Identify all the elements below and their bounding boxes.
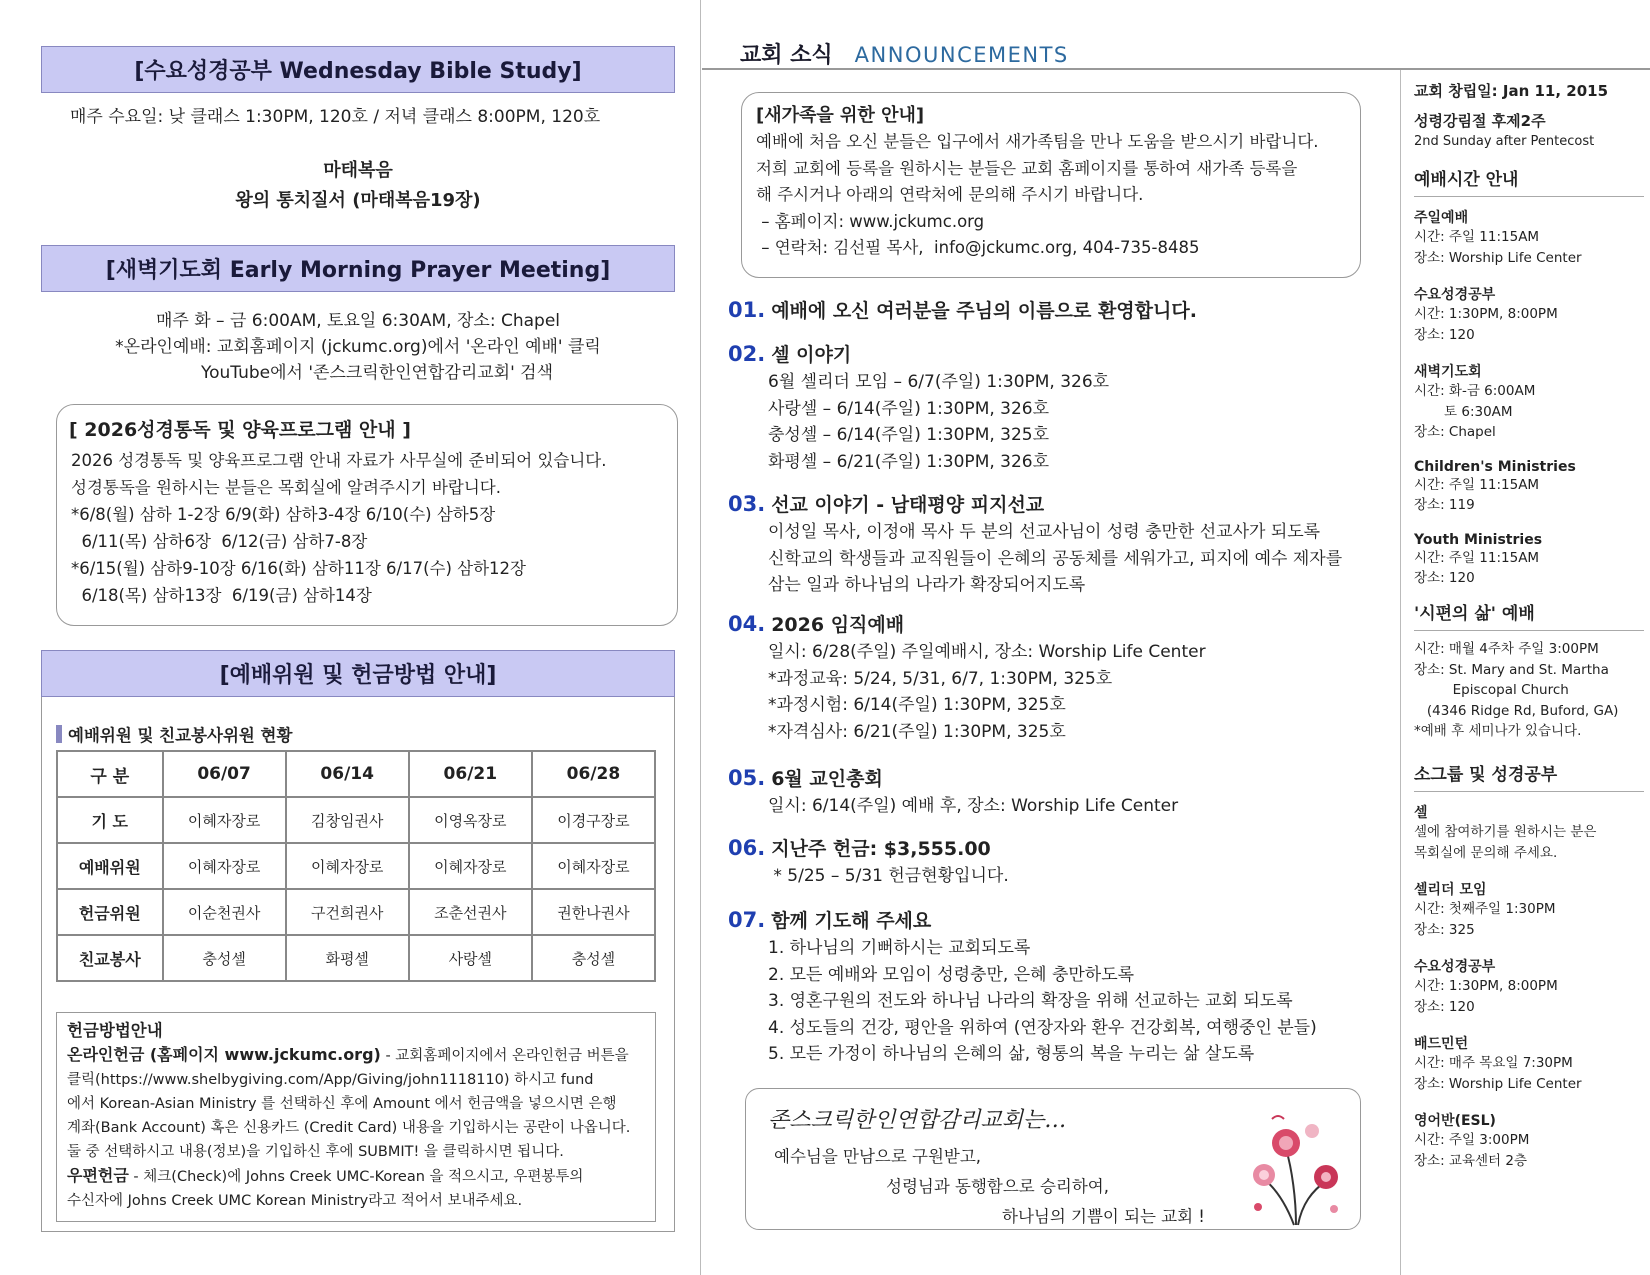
- founded-date: 교회 창립일: Jan 11, 2015: [1414, 82, 1609, 100]
- sidebar-item-title: 새벽기도회: [1414, 364, 1482, 380]
- table-cell: 이혜자장로: [286, 843, 409, 889]
- program-line: 성경통독을 원하시는 분들은 목회실에 알려주시기 바랍니다.: [71, 478, 501, 497]
- sidebar-item-title: Children's Ministries: [1414, 458, 1576, 475]
- announcements-header: [740, 38, 1069, 69]
- announcement-line: *자격심사: 6/21(주일) 1:30PM, 325호: [768, 721, 1066, 742]
- section-rule: [1414, 791, 1644, 793]
- header-english: ANNOUNCEMENTS: [854, 43, 1069, 67]
- announcement-number: 06.: [728, 836, 766, 860]
- offering-text: 계좌(Bank Account) 혹은 신용카드 (Credit Card) 내용을 기입하시는 공란이 나옵니다.: [67, 1120, 631, 1136]
- offering-text: 에서 Korean-Asian Ministry 를 선택하신 후에 Amount 에서 헌금액을 넣으시면 은행: [67, 1096, 617, 1112]
- table-cell: 이순천권사: [163, 889, 286, 935]
- table-cell: 권한나권사: [532, 889, 655, 935]
- table-cell: 구건희권사: [286, 889, 409, 935]
- table-cell: 이영옥장로: [409, 797, 532, 843]
- table-row: [57, 935, 655, 981]
- announcement-line: 사랑셀 – 6/14(주일) 1:30PM, 326호: [768, 398, 1050, 419]
- table-cell: 이경구장로: [532, 797, 655, 843]
- prayer-line: *온라인예배: 교회홈페이지 (jckumc.org)에서 '온라인 예배' 클릭: [115, 337, 601, 357]
- psalm-details: [1414, 639, 1644, 742]
- table-header: 구 분: [57, 751, 163, 797]
- psalm-line: *예배 후 세미나가 있습니다.: [1414, 723, 1582, 739]
- table-cell: 이혜자장로: [532, 843, 655, 889]
- offering-title: 헌금방법안내: [67, 1021, 163, 1040]
- sidebar-item-line: 셀에 참여하기를 원하시는 분은: [1414, 824, 1597, 840]
- sidebar-item: [1414, 879, 1644, 940]
- announcement-title: 셀 이야기: [771, 344, 852, 366]
- sidebar-item-line: 시간: 화-금 6:00AM: [1414, 383, 1536, 399]
- announcement-line: 일시: 6/28(주일) 주일예배시, 장소: Worship Life Center: [768, 642, 1206, 662]
- sidebar-item-title: 셀리더 모임: [1414, 882, 1487, 898]
- table-cell: 충성셀: [163, 935, 286, 981]
- announcement-title: 6월 교인총회: [771, 768, 883, 790]
- offering-box: [56, 1012, 656, 1222]
- prayer-line: YouTube에서 '존스크릭한인연합감리교회' 검색: [200, 363, 554, 383]
- announcement-01: [728, 296, 1368, 323]
- table-cell: 이혜자장로: [163, 797, 286, 843]
- program-line: 6/11(목) 삼하6장 6/12(금) 삼하7-8장: [71, 532, 368, 551]
- sidebar-item-line: 장소: 119: [1414, 497, 1475, 513]
- sidebar-item-line: 장소: 120: [1414, 998, 1475, 1015]
- announcement-number: 05.: [728, 766, 766, 790]
- sidebar-item-line: 장소: Worship Life Center: [1414, 249, 1582, 266]
- newcomer-line: 해 주시거나 아래의 연락처에 문의해 주시기 바랍니다.: [756, 185, 1144, 204]
- offering-mail-row: [67, 1164, 645, 1189]
- sidebar-item-line: 목회실에 문의해 주세요.: [1414, 844, 1558, 861]
- sidebar-item: [1414, 1033, 1644, 1094]
- motto-line: 성령님과 동행함으로 승리하여,: [886, 1177, 1109, 1196]
- mail-offering-label: 우편헌금: [67, 1166, 129, 1185]
- sidebar-item-line: 시간: 매주 목요일 7:30PM: [1414, 1055, 1573, 1071]
- announcement-02: [728, 340, 1368, 475]
- row-label: 친교봉사: [57, 935, 163, 981]
- table-header: 06/14: [286, 751, 409, 797]
- flower-illustration-icon: [1246, 1109, 1346, 1227]
- announcement-number: 02.: [728, 342, 766, 366]
- announcement-line: *과정시험: 6/14(주일) 1:30PM, 325호: [768, 695, 1066, 715]
- announcement-line: 삼는 일과 하나님의 나라가 확장되어지도록: [768, 575, 1086, 595]
- column-divider: [700, 0, 701, 1275]
- offering-text: 둘 중 선택하시고 내용(정보)을 기입하신 후에 SUBMIT! 을 클릭하시면 됩니다.: [67, 1144, 564, 1160]
- table-header: 06/07: [163, 751, 286, 797]
- sidebar-item: [1414, 802, 1644, 863]
- left-column: [0, 0, 700, 1275]
- newcomer-box: [741, 92, 1361, 278]
- sidebar-item: [1414, 532, 1644, 589]
- newcomer-line: 예배에 처음 오신 분들은 입구에서 새가족팀을 만나 도움을 받으시기 바랍니다.: [756, 132, 1319, 151]
- sidebar-item-line: 시간: 주일 11:15AM: [1414, 229, 1540, 245]
- announcement-03: [728, 490, 1368, 599]
- announcement-line: 4. 성도들의 건강, 평안을 위하여 (연장자와 환우 건강회복, 여행중인 분들): [768, 1017, 1317, 1038]
- announcement-title: 선교 이야기 - 남태평양 피지선교: [771, 494, 1045, 516]
- sidebar-item-line: 시간: 1:30PM, 8:00PM: [1414, 306, 1558, 322]
- announcement-05: [728, 764, 1368, 820]
- table-row: [57, 797, 655, 843]
- program-line: 2026 성경통독 및 양육프로그램 안내 자료가 사무실에 준비되어 있습니다.: [71, 451, 607, 470]
- table-header-row: [57, 751, 655, 797]
- announcement-number: 01.: [728, 298, 766, 322]
- announcement-line: *과정교육: 5/24, 5/31, 6/7, 1:30PM, 325호: [768, 668, 1113, 689]
- psalm-heading: '시편의 삶' 예배: [1414, 603, 1535, 624]
- announcement-line: 이성일 목사, 이정애 목사 두 분의 선교사님이 성령 충만한 선교사가 되도록: [768, 522, 1321, 542]
- row-label: 예배위원: [57, 843, 163, 889]
- table-cell: 조춘선권사: [409, 889, 532, 935]
- psalm-line: Episcopal Church: [1414, 682, 1569, 698]
- sidebar-item-line: 시간: 주일 3:00PM: [1414, 1132, 1530, 1148]
- sidebar-item-line: 장소: Chapel: [1414, 424, 1496, 440]
- sidebar-item-line: 시간: 첫째주일 1:30PM: [1414, 901, 1556, 917]
- program-line: *6/15(월) 삼하9-10장 6/16(화) 삼하11장 6/17(수) 삼하12장: [71, 559, 526, 578]
- wednesday-book: 마태복음: [323, 160, 393, 181]
- sidebar-item: [1414, 284, 1644, 345]
- sidebar-item-title: 셀: [1414, 805, 1428, 821]
- psalm-line: (4346 Ridge Rd, Buford, GA): [1414, 702, 1619, 719]
- table-cell: 이혜자장로: [163, 843, 286, 889]
- newcomer-title: [새가족을 위한 안내]: [756, 105, 925, 126]
- sidebar-item-title: 주일예배: [1414, 210, 1469, 226]
- announcement-title: 지난주 헌금: $3,555.00: [771, 838, 991, 860]
- motto-line: 하나님의 기쁨이 되는 교회 !: [1002, 1207, 1205, 1226]
- row-label: 헌금위원: [57, 889, 163, 935]
- table-row: [57, 843, 655, 889]
- sidebar-divider: [1400, 70, 1401, 1275]
- row-label: 기 도: [57, 797, 163, 843]
- announcement-line: 6월 셀리더 모임 – 6/7(주일) 1:30PM, 326호: [768, 372, 1110, 392]
- sidebar-item-line: 장소: 120: [1414, 570, 1475, 586]
- psalm-line: 장소: St. Mary and St. Martha: [1414, 661, 1609, 678]
- worship-subtitle-row: [56, 722, 292, 746]
- sidebar-item-line: 시간: 주일 11:15AM: [1414, 549, 1540, 566]
- announcement-07: [728, 906, 1368, 1068]
- sidebar-item-title: 영어반(ESL): [1414, 1113, 1496, 1129]
- sidebar-item: [1414, 207, 1644, 268]
- sidebar-item-line: 장소: 교육센터 2층: [1414, 1152, 1528, 1169]
- motto-box: [745, 1088, 1361, 1230]
- motto-script: 존스크릭한인연합감리교회는…: [768, 1108, 1067, 1133]
- offering-text: 클릭(https://www.shelbygiving.com/App/Giving/john1118110) 하시고 fund: [67, 1072, 594, 1088]
- announcement-line: 신학교의 학생들과 교직원들이 은혜의 공동체를 세워가고, 피지에 예수 제자를: [768, 548, 1343, 569]
- table-cell: 사랑셀: [409, 935, 532, 981]
- prayer-banner: [새벽기도회 Early Morning Prayer Meeting]: [41, 245, 675, 292]
- worship-table: [56, 750, 656, 982]
- wednesday-topic: 왕의 통치질서 (마태복음19장): [235, 190, 481, 211]
- prayer-line: 매주 화 – 금 6:00AM, 토요일 6:30AM, 장소: Chapel: [155, 311, 561, 331]
- table-cell: 이혜자장로: [409, 843, 532, 889]
- header-rule: [702, 68, 1650, 70]
- newcomer-line: 저희 교회에 등록을 원하시는 분들은 교회 홈페이지를 통하여 새가족 등록을: [756, 158, 1298, 178]
- wednesday-schedule: 매주 수요일: 낮 클래스 1:30PM, 120호 / 저녁 클래스 8:00PM, 120호: [70, 107, 601, 127]
- sidebar-item-title: 배드민턴: [1414, 1036, 1469, 1052]
- worship-subtitle: 예배위원 및 친교봉사위원 현황: [68, 726, 293, 745]
- announcement-line: 3. 영혼구원의 전도와 하나님 나라의 확장을 위해 선교하는 교회 되도록: [768, 991, 1293, 1011]
- subtitle-marker: [56, 725, 62, 743]
- sidebar: [1414, 80, 1644, 1171]
- psalm-line: 시간: 매월 4주차 주일 3:00PM: [1414, 641, 1599, 657]
- section-rule: [1414, 196, 1644, 198]
- sidebar-item-line: 토 6:30AM: [1414, 403, 1513, 420]
- announcement-04: [728, 610, 1368, 745]
- sidebar-item: [1414, 956, 1644, 1017]
- offering-text: - 교회홈페이지에서 온라인헌금 버튼을: [380, 1048, 629, 1064]
- sidebar-item-title: 수요성경공부: [1414, 959, 1496, 975]
- sidebar-item-line: 시간: 주일 11:15AM: [1414, 476, 1540, 493]
- table-cell: 김창임권사: [286, 797, 409, 843]
- header-korean: 교회 소식: [740, 43, 833, 68]
- section-rule: [1414, 630, 1644, 632]
- sidebar-item-line: 시간: 1:30PM, 8:00PM: [1414, 978, 1558, 994]
- sidebar-item: [1414, 1110, 1644, 1171]
- offering-text: - 체크(Check)에 Johns Creek UMC-Korean 을 적으시고, 우편봉투의: [128, 1169, 584, 1185]
- announcement-title: 2026 임직예배: [771, 614, 905, 636]
- announcement-line: 화평셀 – 6/21(주일) 1:30PM, 326호: [768, 451, 1050, 472]
- sidebar-item-title: Youth Ministries: [1414, 531, 1543, 548]
- sidebar-item-title: 수요성경공부: [1414, 287, 1496, 303]
- announcement-title: 예배에 오신 여러분을 주님의 이름으로 환영합니다.: [771, 300, 1197, 322]
- motto-line: 예수님을 만남으로 구원받고,: [774, 1147, 982, 1166]
- sidebar-item-line: 장소: Worship Life Center: [1414, 1075, 1582, 1092]
- announcement-line: * 5/25 – 5/31 헌금현황입니다.: [768, 866, 1009, 886]
- program-line: *6/8(월) 삼하 1-2장 6/9(화) 삼하3-4장 6/10(수) 삼하5장: [71, 505, 496, 524]
- announcement-number: 07.: [728, 908, 766, 932]
- announcement-line: 5. 모든 가정이 하나님의 은혜의 삶, 형통의 복을 누리는 삶 살도록: [768, 1044, 1255, 1064]
- table-header: 06/28: [532, 751, 655, 797]
- worship-banner: [예배위원 및 헌금방법 안내]: [41, 650, 675, 697]
- program-lines: [71, 447, 607, 609]
- wednesday-banner: [수요성경공부 Wednesday Bible Study]: [41, 46, 675, 93]
- newcomer-line: – 연락처: 김선필 목사, info@jckumc.org, 404-735-8485: [756, 238, 1200, 257]
- program-title: [ 2026성경통독 및 양육프로그램 안내 ]: [69, 419, 411, 441]
- worship-times-heading: 예배시간 안내: [1414, 169, 1519, 190]
- newcomer-line: – 홈페이지: www.jckumc.org: [756, 211, 985, 231]
- season-english: 2nd Sunday after Pentecost: [1414, 134, 1595, 149]
- offering-online-row: [67, 1043, 645, 1068]
- sidebar-item: [1414, 361, 1644, 443]
- program-box: [56, 404, 678, 626]
- announcement-number: 04.: [728, 612, 766, 636]
- sidebar-item-line: 장소: 120: [1414, 326, 1475, 343]
- sidebar-item-line: 장소: 325: [1414, 921, 1475, 938]
- table-header: 06/21: [409, 751, 532, 797]
- announcement-line: 1. 하나님의 기뻐하시는 교회되도록: [768, 938, 1031, 958]
- season-korean: 성령강림절 후제2주: [1414, 112, 1546, 130]
- announcement-06: [728, 834, 1368, 890]
- online-offering-label: 온라인헌금 (홈페이지 www.jckumc.org): [67, 1045, 381, 1064]
- table-cell: 화평셀: [286, 935, 409, 981]
- announcement-title: 함께 기도해 주세요: [771, 910, 932, 932]
- announcement-line: 일시: 6/14(주일) 예배 후, 장소: Worship Life Center: [768, 796, 1179, 816]
- table-cell: 충성셀: [532, 935, 655, 981]
- offering-text: 수신자에 Johns Creek UMC Korean Ministry라고 적어서 보내주세요.: [67, 1193, 523, 1209]
- announcement-number: 03.: [728, 492, 766, 516]
- sidebar-item: [1414, 459, 1644, 516]
- announcement-line: 충성셀 – 6/14(주일) 1:30PM, 325호: [768, 425, 1050, 445]
- small-groups-heading: 소그룹 및 성경공부: [1414, 764, 1558, 785]
- table-row: [57, 889, 655, 935]
- announcement-line: 2. 모든 예배와 모임이 성령충만, 은혜 충만하도록: [768, 964, 1135, 985]
- program-line: 6/18(목) 삼하13장 6/19(금) 삼하14장: [71, 586, 372, 605]
